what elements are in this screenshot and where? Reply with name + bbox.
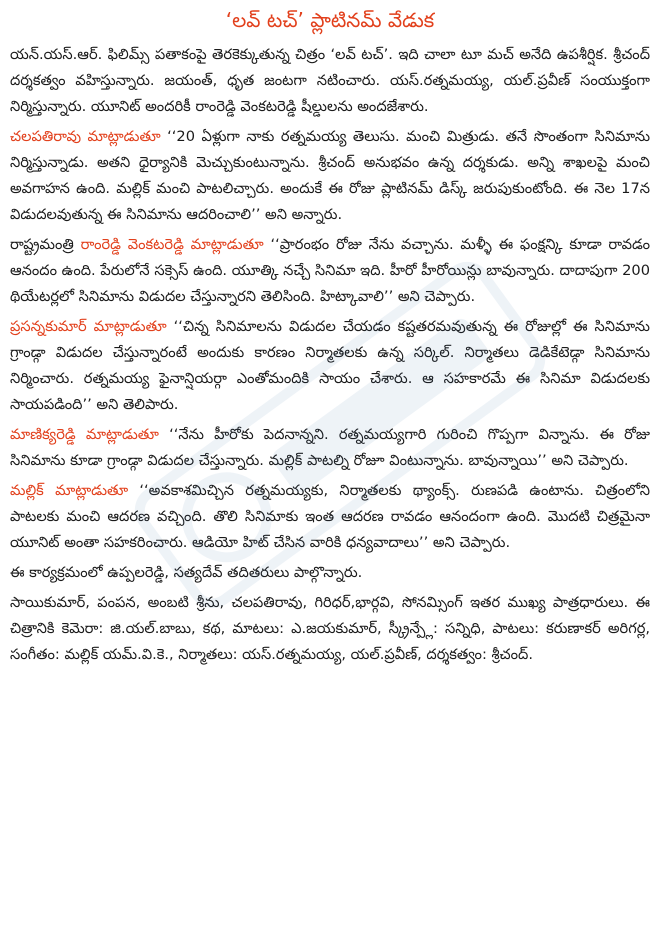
paragraph-prasannakumar [10,314,650,418]
paragraph-text: యన్.యస్.ఆర్. ఫిలిమ్స్ పతాకంపై తెరకెక్కుతున్న చిత్రం ‘లవ్ టచ్’. ఇది చాలా టూ మచ్ అనేది ఉపశీర్షిక. శ్రీచంద్ దర్శకత్వం వహిస్తున్నారు. జయంత్, ధృత జంటగా నటించారు. యస్.రత్నమయ్య, యల్.ప్రవీణ్ సంయుక్తంగా నిర్మిస్తున్నారు. యూనిట్ అందరికీ రాంరెడ్డి వెంకటరెడ్డి షీల్డులను అందజేశారు. [10,46,650,115]
speaker-name: చలపతిరావు మాట్లాడుతూ [10,128,161,145]
paragraph-chalapathirao [10,124,650,228]
paragraph-text: ‘‘నేను హీరోకు పెదనాన్నని. రత్నమయ్యగారి గురించి గొప్పగా విన్నాను. ఈ రోజు సినిమాను కూడా గ్రాండ్గా విడుదల చేస్తున్నారు. మల్లిక్ పాటల్ని రోజూ వింటున్నాను. బావున్నాయి’’ అని చెప్పారు. [10,426,650,469]
paragraph-attendees [10,560,650,586]
headline: ‘లవ్ టచ్’ ప్లాటినమ్ వేడుక [225,8,435,32]
paragraph-text: ‘‘ప్రారంభం రోజు నేను వచ్చాను. మళ్ళీ ఈ ఫంక్షన్కి కూడా రావడం ఆనందం ఉంది. పేరులోనే సక్సెస్ ఉంది. యూత్కి నచ్చే సినిమా ఇది. హీరో హీరోయిన్లు బావున్నారు. దాదాపుగా 200 థియేటర్లలో సినిమాను విడుదల చేస్తున్నారని తెలిసింది. హిట్కావాలి’’ అని చెప్పారు. [10,236,650,305]
paragraph-ramreddy [10,232,650,310]
paragraph-text: ‘‘చిన్న సినిమాలను విడుదల చేయడం కష్టతరమవుతున్న ఈ రోజుల్లో ఈ సినిమాను గ్రాండ్గా విడుదల చేస్తున్నారంటే అందుకు కారణం నిర్మాతలకు ఉన్న సర్కిల్. నిర్మాతలు డెడికేటెడ్గా సినిమాను నిర్మించారు. రత్నమయ్య ఫైనాన్షియర్గా ఎంతోమందికి సాయం చేశారు. ఆ సహకారమే ఈ సినిమా విడుదలకు సాయపడింది’’ అని తెలిపారు. [10,318,650,413]
article [10,6,650,672]
speaker-name: రాంరెడ్డి వెంకటరెడ్డి మాట్లాడుతూ [80,236,264,253]
paragraph-mallik [10,478,650,556]
paragraph-text: ‘‘20 ఏళ్లుగా నాకు రత్నమయ్య తెలుసు. మంచి మిత్రుడు. తనే సొంతంగా సినిమాను నిర్మిస్తున్నాడు. అతని ధైర్యానికి మెచ్చుకుంటున్నాను. శ్రీచంద్ అనుభవం ఉన్న దర్శకుడు. అన్ని శాఖలపై మంచి అవగాహన ఉంది. మల్లిక్ మంచి పాటలిచ్చారు. అందుకే ఈ రోజు ప్లాటినమ్ డిస్క్ జరుపుకుంటోంది. ఈ నెల 17న విడుదలవుతున్న ఈ సినిమాను ఆదరించాలి’’ అని అన్నారు. [10,128,650,223]
paragraph-text: ఈ కార్యక్రమంలో ఉప్పలరెడ్డి, సత్యదేవ్ తదితరులు పాల్గొన్నారు. [10,564,363,581]
paragraph-intro [10,42,650,120]
paragraph-credits [10,590,650,668]
speaker-name: మాణిక్యరెడ్డి మాట్లాడుతూ [10,426,159,443]
paragraph-text: ‘‘అవకాశమిచ్చిన రత్నమయ్యకు, నిర్మాతలకు థ్యాంక్స్. రుణపడి ఉంటాను. చిత్రంలోని పాటలకు మంచి ఆదరణ వచ్చింది. తొలి సినిమాకు ఇంత ఆదరణ రావడం ఆనందంగా ఉంది. మొదటి చిత్రమైనా యూనిట్ అంతా సహకరించారు. ఆడియో హిట్ చేసిన వారికి ధన్యవాదాలు’’ అని చెప్పారు. [10,482,650,551]
speaker-title: రాష్ట్రమంత్రి [10,236,81,253]
speaker-name: మల్లిక్ మాట్లాడుతూ [10,482,129,499]
speaker-name: ప్రసన్నకుమార్ మాట్లాడుతూ [10,318,167,335]
paragraph-manikyareddy [10,422,650,474]
paragraph-text: సాయికుమార్, పంపన, అంబటి శ్రీను, చలపతిరావు, గిరిధర్,భార్గవి, సోనమ్సింగ్ ఇతర ముఖ్య పాత్రధారులు. ఈ చిత్రానికి కెమెరా: జి.యల్.బాబు, కథ, మాటలు: ఎ.జయకుమార్, స్క్రీన్ప్లే: సన్నిధి, పాటలు: కరుణాకర్ అరిగర్ల, సంగీతం: మల్లిక్ యమ్.వి.కె., నిర్మాతలు: యస్.రత్నమయ్య, యల్.ప్రవీణ్, దర్శకత్వం: శ్రీచంద్. [10,594,650,663]
